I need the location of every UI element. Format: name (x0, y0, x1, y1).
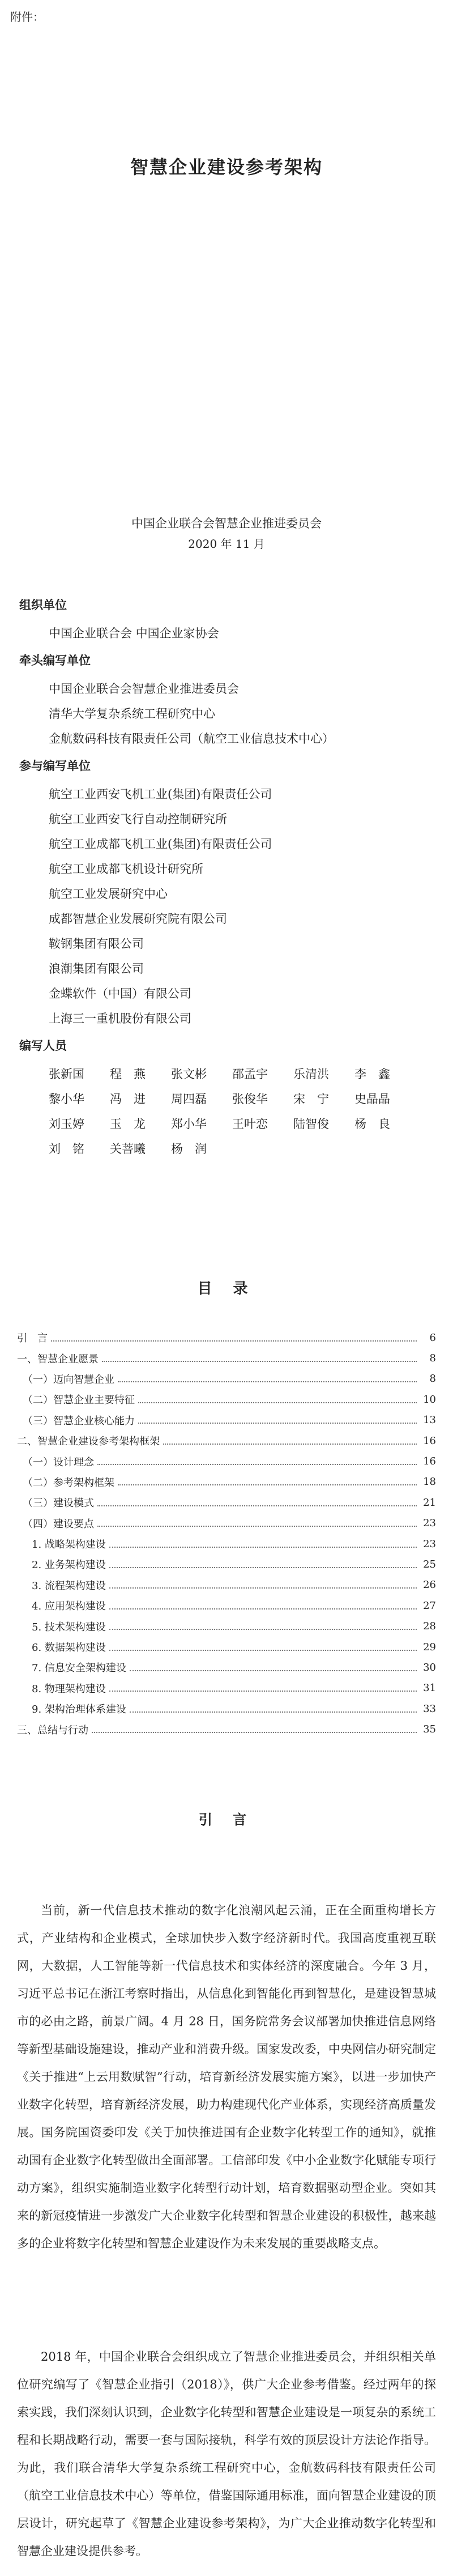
toc-entry-title: 一、智慧企业愿景 (17, 1353, 99, 1365)
intro-paragraph: 2018 年，中国企业联合会组织成立了智慧企业推进委员会，并组织相关单位研究编写了《智慧企业指引（2018）》，供广大企业参考借鉴。经过两年的探索实践，我们深刻认识到，企业数字化转型和智慧企业建设是一项复杂的系统工程和长期战略行动，需要一套与国际接轨，科学有效的顶层设计方法论作指导。为此，我们联合清华大学复杂系统工程研究中心，金航数码科技有限责任公司（航空工业信息技术中心）等单位，借鉴国际通用标准，面向智慧企业建设的顶层设计，研究起草了《智慧企业建设参考架构》，为广大企业推动数字化转型和智慧企业建设提供参考。 (17, 2350, 436, 2558)
author-name: 宋 宁 (293, 1092, 329, 1106)
participant-unit: 鞍钢集团有限公司 (49, 937, 144, 951)
toc-entry-title: （三）建设模式 (23, 1497, 94, 1510)
credits-section (19, 596, 438, 1161)
participant-unit: 上海三一重机股份有限公司 (49, 1012, 191, 1025)
lead-unit: 中国企业联合会智慧企业推进委员会 (49, 682, 239, 696)
toc-leader-dots (138, 1402, 417, 1403)
toc-entry-title: 2. 业务架构建设 (32, 1559, 106, 1572)
participant-units-heading: 参与编写单位 (19, 759, 91, 773)
toc-leader-dots (109, 1546, 417, 1548)
intro-paragraph: 当前，新一代信息技术推动的数字化浪潮风起云涌，正在全面重构增长方式，产业结构和企业模式，全球加快步入数字经济新时代。我国高度重视互联网，大数据，人工智能等新一代信息技术和实体经济的深度融合。今年 3 月，习近平总书记在浙江考察时指出，从信息化到智能化再到智慧化，是建设智慧城市的必由之路，前景广阔。4 月 28 日，国务院常务会议部署加快推进信息网络等新型基础设施建设，推动产业和消费升级。国家发改委，中央网信办研究制定《关于推进“上云用数赋智”行动，培育新经济发展实施方案》，以进一步加快产业数字化转型，培育新经济发展，助力构建现代化产业体系，实现经济高质量发展。国务院国资委印发《关于加快推进国有企业数字化转型工作的通知》，就推动国有企业数字化转型做出全面部署。工信部印发《中小企业数字化赋能专项行动方案》，组织实施制造业数字化转型行动计划，培育数据驱动型企业。突如其来的新冠疫情进一步激发广大企业数字化转型和智慧企业建设的积极性，越来越多的企业将数字化转型和智慧企业建设作为未来发展的重要战略支点。 (17, 1904, 436, 2250)
toc-entry[interactable] (17, 1554, 436, 1574)
lead-units-heading: 牵头编写单位 (19, 654, 91, 667)
toc-entry-title: 9. 架构治理体系建设 (32, 1704, 126, 1716)
participant-unit: 航空工业西安飞机工业(集团)有限责任公司 (49, 787, 272, 801)
toc-entry-page: 16 (423, 1455, 436, 1468)
toc-entry-page: 16 (423, 1434, 436, 1447)
toc-entry-title: 5. 技术架构建设 (32, 1621, 106, 1633)
toc-entry-page: 31 (423, 1682, 436, 1694)
toc-leader-dots (97, 1463, 417, 1465)
toc-leader-dots (92, 1731, 417, 1733)
author-name: 张俊华 (232, 1092, 268, 1106)
author-name: 关菩曦 (110, 1142, 146, 1156)
author-name: 杨 良 (354, 1117, 390, 1131)
toc-leader-dots (109, 1690, 417, 1692)
toc-leader-dots (51, 1340, 417, 1342)
toc-entry-title: 1. 战略架构建设 (32, 1539, 106, 1551)
author-name: 张新国 (49, 1067, 84, 1081)
toc-entry-page: 33 (423, 1702, 436, 1715)
publisher-name: 中国企业联合会智慧企业推进委员会 (131, 517, 322, 530)
toc-entry-page: 23 (423, 1517, 436, 1530)
toc-entry[interactable] (17, 1472, 436, 1492)
toc-entry[interactable] (17, 1369, 436, 1389)
table-of-contents (17, 1327, 436, 1740)
participant-unit: 航空工业成都飞机工业(集团)有限责任公司 (49, 837, 272, 851)
toc-entry-page: 23 (423, 1538, 436, 1550)
author-name: 刘 铭 (49, 1142, 84, 1156)
toc-leader-dots (163, 1443, 417, 1445)
toc-entry-title: （四）建设要点 (23, 1518, 94, 1530)
author-name: 周四磊 (171, 1092, 207, 1106)
authors-grid (19, 1062, 438, 1161)
authors-heading: 编写人员 (19, 1039, 67, 1053)
attachment-label: 附件： (10, 10, 44, 24)
toc-entry-title: 4. 应用架构建设 (32, 1600, 106, 1613)
author-name: 刘玉婷 (49, 1117, 84, 1131)
toc-entry-title: 6. 数据架构建设 (32, 1642, 106, 1654)
lead-units-list (19, 676, 438, 751)
toc-entry-title: （二）参考架构框架 (23, 1476, 114, 1489)
toc-leader-dots (109, 1649, 417, 1651)
toc-entry[interactable] (17, 1575, 436, 1595)
toc-entry[interactable] (17, 1616, 436, 1636)
toc-entry[interactable] (17, 1430, 436, 1451)
author-name: 杨 润 (171, 1142, 207, 1156)
toc-entry-title: （一）迈向智慧企业 (23, 1373, 114, 1386)
toc-entry[interactable] (17, 1678, 436, 1698)
toc-entry-page: 35 (423, 1723, 436, 1736)
lead-unit: 金航数码科技有限责任公司（航空工业信息技术中心） (49, 732, 334, 746)
toc-entry[interactable] (17, 1348, 436, 1368)
toc-leader-dots (138, 1422, 417, 1424)
toc-entry-page: 13 (423, 1414, 436, 1427)
toc-entry-page: 8 (429, 1352, 436, 1365)
toc-entry-page: 26 (423, 1579, 436, 1591)
participant-unit: 成都智慧企业发展研究院有限公司 (49, 912, 227, 926)
toc-leader-dots (109, 1566, 417, 1568)
toc-entry-title: 引 言 (17, 1332, 48, 1345)
toc-entry-page: 29 (423, 1641, 436, 1653)
participant-unit: 金蝶软件（中国）有限公司 (49, 987, 191, 1000)
toc-leader-dots (109, 1587, 417, 1589)
toc-entry[interactable] (17, 1534, 436, 1554)
toc-leader-dots (97, 1505, 417, 1506)
author-name: 乐清洪 (293, 1067, 329, 1081)
publication-date: 2020 年 11 月 (188, 537, 265, 551)
participant-units-list (19, 782, 438, 1031)
toc-leader-dots (130, 1670, 417, 1671)
toc-entry[interactable] (17, 1389, 436, 1410)
toc-entry[interactable] (17, 1637, 436, 1657)
toc-leader-dots (109, 1608, 417, 1610)
toc-entry[interactable] (17, 1698, 436, 1719)
toc-entry[interactable] (17, 1451, 436, 1471)
author-name: 程 燕 (110, 1067, 146, 1081)
toc-entry-title: （三）智慧企业核心能力 (23, 1415, 135, 1427)
author-name: 李 鑫 (354, 1067, 390, 1081)
toc-entry-page: 30 (423, 1661, 436, 1674)
toc-entry-page: 21 (423, 1496, 436, 1509)
author-name: 郑小华 (171, 1117, 207, 1131)
toc-entry-page: 6 (429, 1331, 436, 1344)
toc-entry-page: 10 (423, 1393, 436, 1406)
toc-entry-page: 25 (423, 1558, 436, 1570)
toc-entry-title: 二、智慧企业建设参考架构框架 (17, 1436, 160, 1448)
toc-title: 目 录 (197, 1280, 256, 1297)
intro-title: 引 言 (198, 1811, 255, 1828)
participant-unit: 浪潮集团有限公司 (49, 962, 144, 976)
toc-entry[interactable] (17, 1327, 436, 1348)
toc-entry[interactable] (17, 1657, 436, 1677)
toc-leader-dots (102, 1360, 417, 1362)
participant-unit: 航空工业成都飞机设计研究所 (49, 862, 203, 876)
lead-unit: 清华大学复杂系统工程研究中心 (49, 707, 215, 721)
author-name: 王叶恋 (232, 1117, 268, 1131)
toc-entry-title: （一）设计理念 (23, 1456, 94, 1468)
author-name: 冯 进 (110, 1092, 146, 1106)
toc-entry-title: 7. 信息安全架构建设 (32, 1662, 126, 1675)
organizer-units: 中国企业联合会 中国企业家协会 (49, 627, 219, 640)
toc-entry-title: 三、总结与行动 (17, 1724, 88, 1736)
organizer-heading: 组织单位 (19, 598, 67, 612)
toc-leader-dots (118, 1381, 417, 1382)
author-name: 张文彬 (171, 1067, 207, 1081)
participant-unit: 航空工业发展研究中心 (49, 887, 168, 901)
toc-entry-page: 28 (423, 1620, 436, 1633)
toc-entry[interactable] (17, 1719, 436, 1739)
toc-entry[interactable] (17, 1410, 436, 1430)
toc-entry[interactable] (17, 1513, 436, 1534)
author-name: 史晶晶 (354, 1092, 390, 1106)
author-name: 玉 龙 (110, 1117, 146, 1131)
toc-entry-page: 27 (423, 1599, 436, 1612)
participant-unit: 航空工业西安飞行自动控制研究所 (49, 812, 227, 826)
toc-entry-page: 18 (423, 1476, 436, 1488)
toc-entry-title: 3. 流程架构建设 (32, 1579, 106, 1592)
author-name: 陆智俊 (293, 1117, 329, 1131)
toc-entry-title: （二）智慧企业主要特征 (23, 1394, 135, 1407)
toc-leader-dots (109, 1628, 417, 1630)
toc-entry-title: 8. 物理架构建设 (32, 1683, 106, 1695)
toc-leader-dots (97, 1525, 417, 1527)
toc-leader-dots (118, 1484, 417, 1485)
toc-entry-page: 8 (429, 1373, 436, 1385)
author-name: 邵孟宇 (232, 1067, 268, 1081)
toc-leader-dots (130, 1711, 417, 1713)
author-name: 黎小华 (49, 1092, 84, 1106)
toc-entry[interactable] (17, 1595, 436, 1616)
toc-entry[interactable] (17, 1492, 436, 1513)
document-title: 智慧企业建设参考架构 (130, 156, 323, 178)
